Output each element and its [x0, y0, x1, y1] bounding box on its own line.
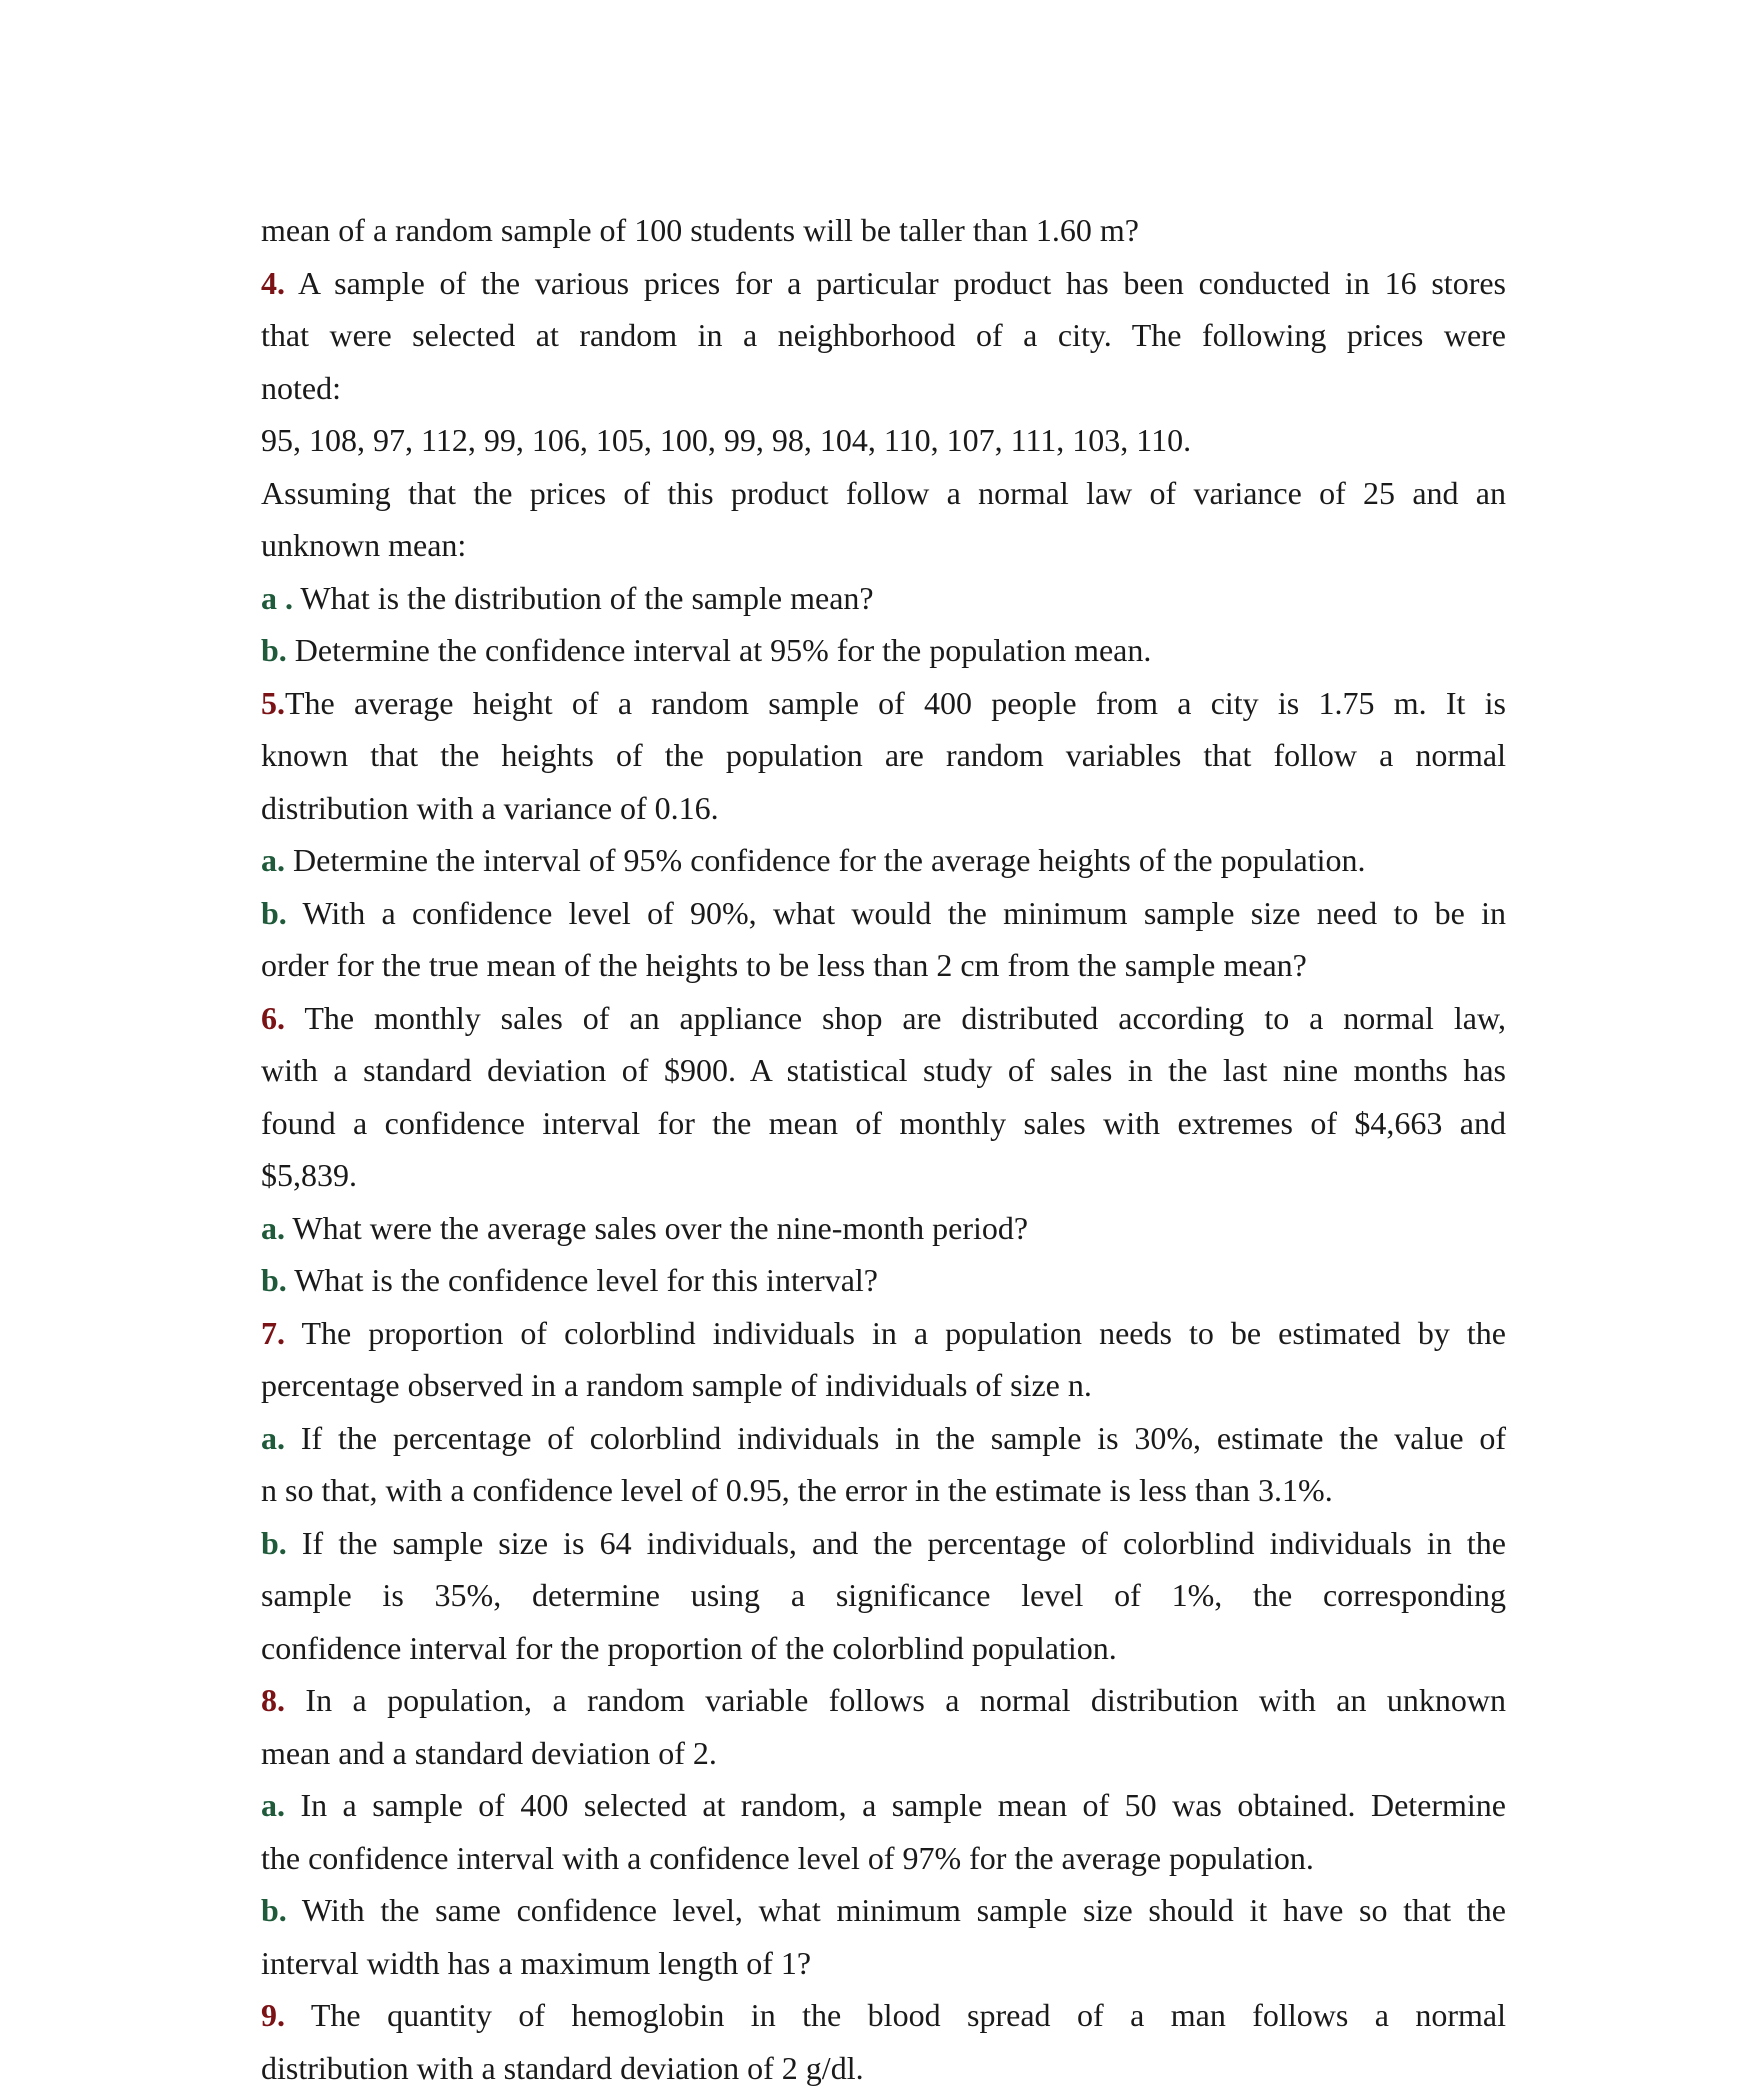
text-line — [261, 467, 1506, 520]
line-text: In a sample of 400 selected at random, a sample mean of 50 was obtained. Determine — [285, 1787, 1506, 1823]
problem-number: 6. — [261, 999, 285, 1036]
text-line — [261, 1307, 1506, 1360]
sub-question-label: b. — [261, 1262, 287, 1298]
document-page — [261, 204, 1506, 2094]
line-text: What is the distribution of the sample mean? — [293, 579, 874, 616]
text-line — [261, 1937, 1506, 1990]
line-text: What is the confidence level for this interval? — [286, 1262, 878, 1298]
text-line — [261, 1832, 1506, 1885]
text-line — [261, 782, 1506, 835]
sub-question-label: b. — [261, 894, 287, 931]
text-line — [261, 204, 1506, 257]
text-line — [261, 1044, 1506, 1097]
problem-number: 8. — [261, 1682, 285, 1718]
line-text: 95, 108, 97, 112, 99, 106, 105, 100, 99, 98, 104, 110, 107, 111, 103, 110. — [261, 422, 1192, 458]
line-text: Assuming that the prices of this product follow a normal law of variance of 25 and an — [261, 474, 1506, 511]
line-text: If the sample size is 64 individuals, and the percentage of colorblind individuals in the — [286, 1524, 1506, 1561]
text-line — [261, 362, 1506, 415]
line-text: n so that, with a confidence level of 0.95, the error in the estimate is less than 3.1%. — [261, 1472, 1333, 1508]
line-text: The monthly sales of an appliance shop are distributed according to a normal law, — [285, 999, 1506, 1036]
line-text: The average height of a random sample of 400 people from a city is 1.75 m. It is — [285, 684, 1506, 721]
line-text: Determine the interval of 95% confidence for the average heights of the population. — [285, 842, 1366, 878]
line-text: A sample of the various prices for a particular product has been conducted in 16 stores — [285, 264, 1506, 301]
text-line — [261, 1412, 1506, 1465]
text-line — [261, 729, 1506, 782]
sub-question-label: b. — [261, 1892, 287, 1928]
text-line — [261, 887, 1506, 940]
text-line — [261, 414, 1506, 467]
problem-number: 9. — [261, 1997, 285, 2033]
line-text: Determine the confidence interval at 95% for the population mean. — [286, 632, 1152, 668]
sub-question-label: a. — [261, 842, 285, 878]
line-text: unknown mean: — [261, 527, 467, 563]
text-line — [261, 1202, 1506, 1255]
text-line — [261, 1097, 1506, 1150]
text-line — [261, 1569, 1506, 1622]
line-text: The quantity of hemoglobin in the blood spread of a man follows a normal — [285, 1997, 1506, 2033]
sub-question-label: b. — [261, 632, 287, 668]
line-text: distribution with a standard deviation of 2 g/dl. — [261, 2049, 864, 2086]
line-text: What were the average sales over the nine-month period? — [285, 1209, 1029, 1246]
line-text: interval width has a maximum length of 1? — [261, 1944, 812, 1981]
text-line — [261, 1517, 1506, 1570]
line-text: mean and a standard deviation of 2. — [261, 1734, 717, 1771]
text-line — [261, 1254, 1506, 1307]
line-text: found a confidence interval for the mean of monthly sales with extremes of $4,663 and — [261, 1104, 1506, 1141]
text-line — [261, 834, 1506, 887]
line-text: With a confidence level of 90%, what would the minimum sample size need to be in — [286, 894, 1506, 931]
line-text: distribution with a variance of 0.16. — [261, 789, 719, 826]
line-text: percentage observed in a random sample of individuals of size n. — [261, 1367, 1092, 1403]
text-line — [261, 257, 1506, 310]
line-text: that were selected at random in a neighborhood of a city. The following prices were — [261, 317, 1506, 353]
line-text: With the same confidence level, what minimum sample size should it have so that the — [286, 1892, 1506, 1928]
text-line — [261, 1727, 1506, 1780]
line-text: known that the heights of the population are random variables that follow a normal — [261, 737, 1506, 773]
line-text: order for the true mean of the heights to be less than 2 cm from the sample mean? — [261, 947, 1307, 983]
sub-question-label: a . — [261, 579, 293, 616]
sub-question-label: a. — [261, 1209, 285, 1246]
text-line — [261, 1359, 1506, 1412]
line-text: $5,839. — [261, 1157, 357, 1193]
problem-number: 7. — [261, 1314, 285, 1351]
text-line — [261, 939, 1506, 992]
line-text: noted: — [261, 369, 341, 406]
line-text: In a population, a random variable follows a normal distribution with an unknown — [285, 1682, 1506, 1718]
line-text: mean of a random sample of 100 students will be taller than 1.60 m? — [261, 212, 1139, 248]
text-line — [261, 992, 1506, 1045]
sub-question-label: a. — [261, 1419, 285, 1456]
text-line — [261, 1464, 1506, 1517]
line-text: sample is 35%, determine using a significance level of 1%, the corresponding — [261, 1577, 1506, 1613]
problem-number: 4. — [261, 264, 285, 301]
line-text: If the percentage of colorblind individuals in the sample is 30%, estimate the value of — [285, 1419, 1506, 1456]
text-line — [261, 1779, 1506, 1832]
text-line — [261, 624, 1506, 677]
text-line — [261, 519, 1506, 572]
line-text: with a standard deviation of $900. A statistical study of sales in the last nine months has — [261, 1052, 1506, 1088]
text-line — [261, 572, 1506, 625]
text-line — [261, 1884, 1506, 1937]
text-line — [261, 1674, 1506, 1727]
line-text: the confidence interval with a confidence level of 97% for the average population. — [261, 1839, 1314, 1876]
line-text: The proportion of colorblind individuals in a population needs to be estimated by the — [285, 1314, 1506, 1351]
line-text: confidence interval for the proportion of the colorblind population. — [261, 1629, 1117, 1666]
text-line — [261, 309, 1506, 362]
text-line — [261, 1989, 1506, 2042]
sub-question-label: a. — [261, 1787, 285, 1823]
text-line — [261, 1149, 1506, 1202]
text-line — [261, 677, 1506, 730]
sub-question-label: b. — [261, 1524, 287, 1561]
text-line — [261, 1622, 1506, 1675]
text-line — [261, 2042, 1506, 2095]
problem-number: 5. — [261, 684, 285, 721]
